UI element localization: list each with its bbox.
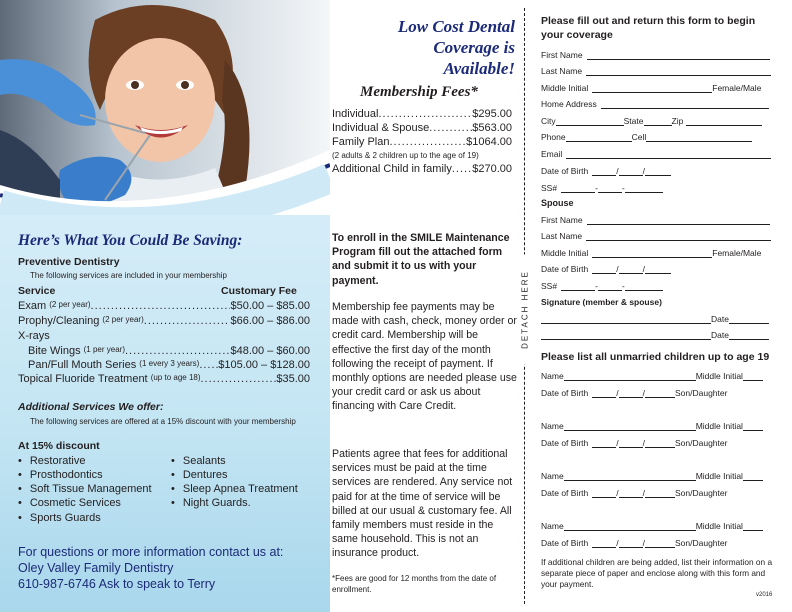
service-note: (2 per year) [49, 300, 91, 309]
fee-price: $1064.00 [466, 136, 512, 148]
membership-fees-title: Membership Fees* [360, 84, 478, 100]
service-name: Pan/Full Mouth Series [28, 359, 137, 371]
fee-label: Individual [332, 108, 379, 120]
spouse-heading: Spouse [541, 198, 574, 208]
child-1-dob-field[interactable]: Date of Birth / / Son/Daughter [541, 388, 728, 398]
last-name-field[interactable] [541, 66, 771, 76]
son-daughter-label: Son/Daughter [675, 538, 728, 548]
headline [335, 16, 515, 79]
fee-row-individual [332, 108, 512, 120]
discount-item: • Sports Guards [18, 512, 101, 524]
discount-item: • Restorative [18, 455, 86, 467]
discount-item: • Cosmetic Services [18, 497, 121, 509]
cell-label: Cell [631, 132, 647, 142]
signature-line-1[interactable] [541, 314, 769, 324]
child-1-name-field[interactable] [541, 371, 763, 381]
middle-initial-label: Middle Initial [695, 471, 743, 481]
xrays-label: X-rays [18, 330, 50, 342]
detach-label: DETACH HERE [521, 255, 530, 365]
service-row-bite-wings [28, 345, 310, 357]
service-note: (1 every 3 years) [139, 359, 200, 368]
service-row-pan [28, 359, 310, 371]
child-4-dob-field[interactable]: Date of Birth / / Son/Daughter [541, 538, 728, 548]
service-row-fluoride [18, 373, 310, 385]
form-bottom-note: If additional children are being added, list their information on a separate piece of paper and enclose along with this form and your payment. [541, 557, 773, 590]
dob-label: Date of Birth [541, 538, 589, 548]
signature-line-2[interactable] [541, 330, 769, 340]
phone-label: Phone [541, 132, 566, 142]
discount-item: • Prosthodontics [18, 469, 103, 481]
service-fee: $66.00 – $86.00 [230, 315, 310, 327]
gender-label: Female/Male [712, 83, 762, 93]
state-label: State [623, 116, 644, 126]
child-3-dob-field[interactable]: Date of Birth / / Son/Daughter [541, 488, 728, 498]
headline-line-3: Available! [443, 59, 515, 78]
first-name-label: First Name [541, 50, 583, 60]
savings-title: Here’s What You Could Be Saving: [18, 232, 243, 249]
service-fee: $50.00 – $85.00 [230, 300, 310, 312]
dob-label: Date of Birth [541, 488, 589, 498]
city-state-zip-field[interactable] [541, 116, 762, 126]
fee-label: Additional Child in family [332, 163, 452, 175]
fee-price: $270.00 [472, 163, 512, 175]
discount-item: • Night Guards. [171, 497, 251, 509]
service-fee: $105.00 – $128.00 [218, 359, 310, 371]
dob-label: Date of Birth [541, 438, 589, 448]
ssn-field[interactable]: SS# - - [541, 183, 663, 193]
discount-item: • Sleep Apnea Treatment [171, 483, 298, 495]
service-name: Bite Wings [28, 345, 81, 357]
first-name-label: First Name [541, 215, 583, 225]
last-name-label: Last Name [541, 66, 583, 76]
fee-label: Family Plan [332, 136, 390, 148]
middle-initial-label: Middle Initial [541, 248, 589, 258]
service-column-header: Service [18, 285, 56, 297]
name-label: Name [541, 471, 564, 481]
headline-line-1: Low Cost Dental [397, 17, 515, 36]
ssn-label: SS# [541, 281, 558, 291]
home-address-label: Home Address [541, 99, 597, 109]
child-2-dob-field[interactable]: Date of Birth / / Son/Daughter [541, 438, 728, 448]
first-name-field[interactable] [541, 50, 770, 60]
discount-label: At 15% discount [18, 440, 100, 452]
service-row-exam [18, 300, 310, 312]
preventive-note: The following services are included in your membership [30, 271, 227, 280]
fee-label: Individual & Spouse [332, 122, 430, 134]
preventive-heading: Preventive Dentistry [18, 256, 120, 268]
dob-label: Date of Birth [541, 388, 589, 398]
contact-line-1: For questions or more information contact us at: [18, 545, 284, 559]
dob-label: Date of Birth [541, 166, 589, 176]
fee-row-family [332, 136, 512, 148]
service-note: (2 per year) [102, 315, 144, 324]
son-daughter-label: Son/Daughter [675, 488, 728, 498]
contact-practice-name: Oley Valley Family Dentistry [18, 561, 174, 575]
middle-initial-label: Middle Initial [695, 371, 743, 381]
ssn-label: SS# [541, 183, 558, 193]
date-label: Date [711, 314, 729, 324]
middle-initial-field[interactable] [541, 83, 761, 93]
additional-services-note: The following services are offered at a 15% discount with your membership [30, 417, 296, 426]
name-label: Name [541, 521, 564, 531]
payment-info: Membership fee payments may be made with cash, check, money order or credit card. Membership will be effective the first day of the month following the receipt of payment. If monthly options are needed please use your credit card or ask us about financing with Care Credit. [332, 301, 517, 413]
form-title: Please fill out and return this form to begin your coverage [541, 15, 756, 41]
date-label: Date [711, 330, 729, 340]
name-label: Name [541, 371, 564, 381]
enroll-instructions: To enroll in the SMILE Maintenance Program fill out the attached form and submit it to us with your payment. [332, 232, 510, 287]
son-daughter-label: Son/Daughter [675, 438, 728, 448]
fees-footnote: *Fees are good for 12 months from the date of enrollment. [332, 574, 497, 594]
spouse-middle-initial-field[interactable] [541, 248, 761, 258]
dob-label: Date of Birth [541, 264, 589, 274]
additional-services-heading: Additional Services We offer: [18, 401, 164, 413]
service-fee: $48.00 – $60.00 [230, 345, 310, 357]
headline-line-2: Coverage is [433, 38, 515, 57]
service-fee: $35.00 [276, 373, 310, 385]
contact-phone: 610-987-6746 Ask to speak to Terry [18, 577, 216, 591]
middle-initial-label: Middle Initial [695, 421, 743, 431]
service-name: Topical Fluoride Treatment [18, 373, 148, 385]
spouse-date-of-birth-field[interactable]: Date of Birth / / [541, 264, 671, 274]
name-label: Name [541, 421, 564, 431]
last-name-label: Last Name [541, 231, 583, 241]
service-name: Exam [18, 300, 47, 312]
version-label: v2016 [756, 592, 773, 598]
fee-price: $295.00 [472, 108, 512, 120]
email-label: Email [541, 149, 563, 159]
son-daughter-label: Son/Daughter [675, 388, 728, 398]
fee-row-additional-child [332, 163, 512, 175]
city-label: City [541, 116, 556, 126]
date-of-birth-field[interactable]: Date of Birth / / [541, 166, 671, 176]
family-plan-note: (2 adults & 2 children up to the age of 19) [332, 151, 479, 160]
zip-label: Zip [671, 116, 684, 126]
child-2-name-field[interactable] [541, 421, 763, 431]
middle-initial-label: Middle Initial [695, 521, 743, 531]
spouse-last-name-field[interactable] [541, 231, 771, 241]
discount-item: • Sealants [171, 455, 226, 467]
spouse-ssn-field[interactable]: SS# - - [541, 281, 663, 291]
home-address-field[interactable] [541, 99, 769, 109]
child-3-name-field[interactable] [541, 471, 763, 481]
fee-row-individual-spouse [332, 122, 512, 134]
service-name: Prophy/Cleaning [18, 315, 100, 327]
dental-patient-photo [0, 0, 330, 215]
discount-item: • Dentures [171, 469, 228, 481]
service-note: (up to age 18) [150, 373, 201, 382]
signature-heading: Signature (member & spouse) [541, 297, 662, 307]
fee-column-header: Customary Fee [221, 285, 297, 297]
children-heading: Please list all unmarried children up to age 19 [541, 351, 770, 363]
agreement-info: Patients agree that fees for additional services must be paid at the time services are rendered. Any service not paid for at the time of service will be billed at our usual & customary fee. All family members must reside in the same household. This is not an insurance product. [332, 448, 513, 560]
email-field[interactable] [541, 149, 771, 159]
middle-initial-label: Middle Initial [541, 83, 589, 93]
discount-item: • Soft Tissue Management [18, 483, 152, 495]
child-4-name-field[interactable] [541, 521, 763, 531]
fee-price: $563.00 [472, 122, 512, 134]
phone-cell-field[interactable] [541, 132, 752, 142]
service-note: (1 per year) [83, 345, 125, 354]
gender-label: Female/Male [712, 248, 762, 258]
service-row-cleaning [18, 315, 310, 327]
spouse-first-name-field[interactable] [541, 215, 770, 225]
